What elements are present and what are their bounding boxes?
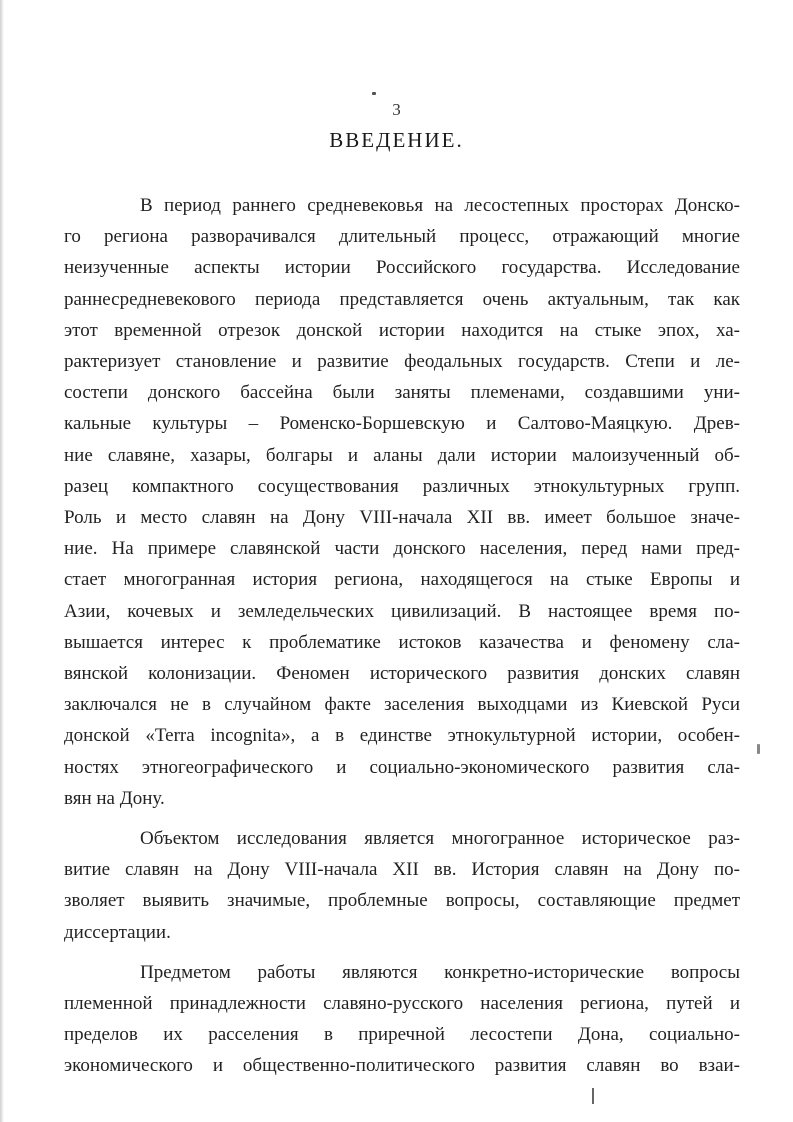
text-line: донской «Terra incognita», а в единстве этнокультурной истории, особен- <box>64 725 740 747</box>
text-line: заключался не в случайном факте заселения выходцами из Киевской Руси <box>64 694 740 716</box>
text-line: Объектом исследования является многогранное историческое раз- <box>140 828 740 850</box>
scan-speck <box>757 744 760 754</box>
text-line: рактеризует становление и развитие феодальных государств. Степи и ле- <box>64 351 740 373</box>
scan-speck <box>372 92 376 95</box>
text-line: В период раннего средневековья на лесостепных просторах Донско- <box>140 195 740 216</box>
text-line: племенной принадлежности славяно-русского населения региона, путей и <box>64 993 740 1015</box>
text-line: раннесредневекового периода представляется очень актуальным, так как <box>64 288 740 310</box>
text-line: Роль и место славян на Дону VIII-начала XII вв. имеет большое значе- <box>64 507 740 529</box>
text-line: Азии, кочевых и земледельческих цивилизаций. В настоящее время по- <box>64 600 740 622</box>
text-line: ностях этногеографического и социально-экономического развития сла- <box>64 756 740 778</box>
text-line: витие славян на Дону VIII-начала XII вв. История славян на Дону по- <box>64 859 740 881</box>
text-line: диссертации. <box>64 921 171 943</box>
scan-edge-shadow <box>0 0 4 1122</box>
text-line: ние славяне, хазары, болгары и аланы дали истории малоизученный об- <box>64 444 740 466</box>
text-line: кальные культуры – Роменско-Боршевскую и Салтово-Маяцкую. Древ- <box>64 413 740 435</box>
body-text <box>64 190 740 1091</box>
text-line: ние. На примере славянской части донского населения, перед нами пред- <box>64 538 740 560</box>
text-line: пределов их расселения в приречной лесостепи Дона, социально- <box>64 1024 740 1046</box>
text-line: зволяет выявить значимые, проблемные вопросы, составляющие предмет <box>64 890 740 912</box>
scan-mark <box>592 1088 594 1104</box>
paragraph-1 <box>64 190 740 814</box>
text-line: вышается интерес к проблематике истоков казачества и феномену сла- <box>64 631 740 653</box>
text-line: стает многогранная история региона, находящегося на стыке Европы и <box>64 569 740 591</box>
text-line: неизученные аспекты истории Российского государства. Исследование <box>64 257 740 279</box>
text-line: разец компактного сосуществования различных этнокультурных групп. <box>64 475 740 497</box>
text-line: этот временной отрезок донской истории находится на стыке эпох, ха- <box>64 319 740 341</box>
page-number: 3 <box>392 100 401 119</box>
paragraph-3 <box>64 957 740 1082</box>
text-line: вянской колонизации. Феномен исторического развития донских славян <box>64 663 740 685</box>
text-line: вян на Дону. <box>64 787 165 809</box>
text-line: го региона разворачивался длительный процесс, отражающий многие <box>64 226 740 248</box>
text-line: состепи донского бассейна были заняты племенами, создавшими уни- <box>64 382 740 404</box>
page-title: ВВЕДЕНИЕ. <box>329 128 464 152</box>
paragraph-2 <box>64 823 740 948</box>
text-line: экономического и общественно-политического развития славян во взаи- <box>64 1055 740 1077</box>
text-line: Предметом работы являются конкретно-исторические вопросы <box>140 961 740 983</box>
